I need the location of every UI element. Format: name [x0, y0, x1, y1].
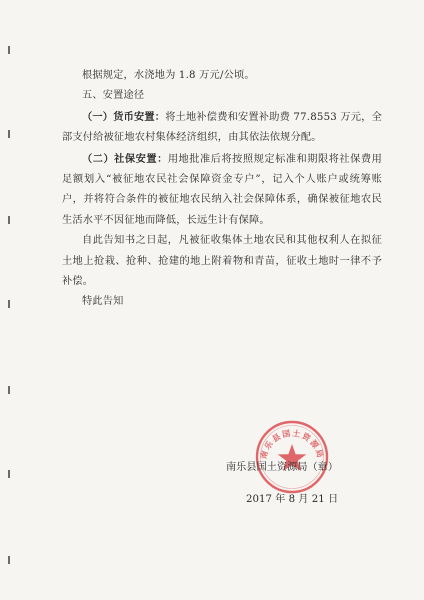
item1-label: （一）货币安置：: [82, 110, 166, 123]
binder-mark: [8, 130, 10, 138]
item2-label: （二）社保安置：: [82, 152, 168, 165]
binder-mark: [8, 300, 10, 308]
binder-mark: [8, 386, 10, 394]
signature-block: [226, 452, 386, 516]
binder-mark: [8, 470, 10, 478]
closing-text: 特此告知: [82, 296, 124, 308]
item1-text: 将土地补偿费和安置补助费 77.8553 万元，全部支付给被征地农村集体经济组织，由其依法依规分配。: [62, 111, 382, 144]
signature-org: 南乐县国土资源局（章）: [226, 462, 339, 473]
binder-mark: [8, 556, 10, 564]
binder-mark: [8, 46, 10, 54]
svg-text:南乐县国土资源局: 南乐县国土资源局: [258, 428, 326, 460]
document-body: [62, 66, 382, 313]
section-heading: 五、安置途径: [82, 90, 145, 102]
item2-text: 用地批准后将按照规定标准和期限将社保费用足额划入“被征地农民社会保障资金专户”，记入个人账户或统筹账户，并将符合条件的被征地农民纳入社会保障体系，确保被征地农民生活水平不因征地而降低，长远生计有保障。: [62, 153, 382, 226]
signature-date: 2017 年 8 月 21 日: [246, 494, 339, 505]
binder-mark: [8, 216, 10, 224]
paragraph-monetary-resettlement: [62, 107, 382, 149]
paragraph-social-security-resettlement: [62, 149, 382, 232]
paragraph-notice: 自此告知书之日起，凡被征收集体土地农民和其他权利人在拟征土地上抢栽、抢种、抢建的地上附着物和青苗，征收土地时一律不予补偿。: [62, 235, 382, 288]
paragraph-water-land-rate: 根据规定，水浇地为 1.8 万元/公顷。: [82, 70, 255, 81]
